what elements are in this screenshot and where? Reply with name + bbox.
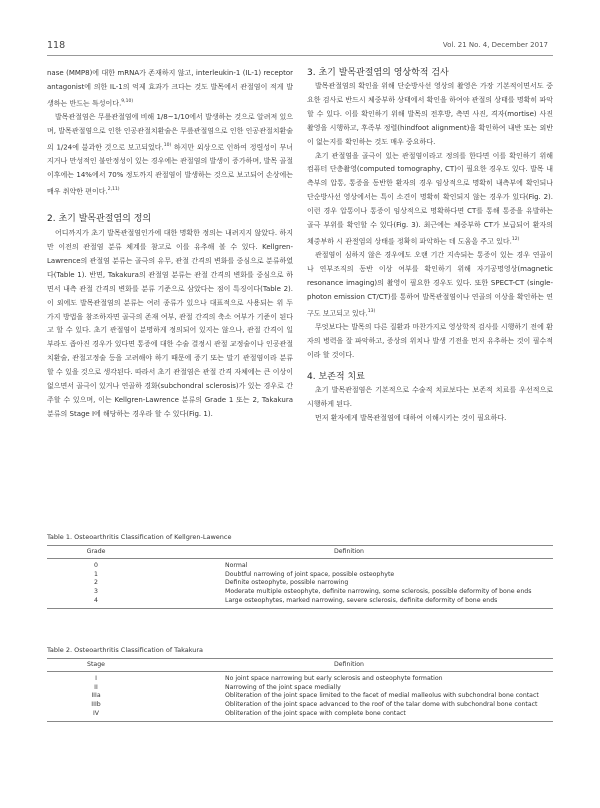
section-heading: 2. 초기 발목관절염의 정의 — [47, 214, 152, 225]
table-caption: Table 1. Osteoarthritis Classification of Kellgren-Lawence — [47, 533, 232, 541]
column-header: Definition — [145, 659, 553, 672]
paragraph: 초기 관절염을 골극이 있는 관절염이라고 정의를 한다면 이를 확인하기 위해 컴퓨터 단층촬영(computed tomography, CT)이 필요한 경우도 있다. 발목 내측부의 압통, 통증을 동반한 환자의 경우 임상적으로 명확히 내측부에 확인되나 단순방사선 영상에서는 특이 소견이 명확히 확인되지 않는 경우가 있다(Fig. 2). 이런 경우 압통이나 통증이 임상적으로 명확하다면 CT를 통해 통증을 유발하는 골극 부위를 확인할 수 있다(Fig. 3). 최근에는 체중부하 CT가 보급되어 환자의 체중부하 시 관절염의 상태를 정확히 파악하는 데 도움을 주고 있다.$^{12)}$ — [307, 151, 553, 246]
paragraph: 먼저 환자에게 발목관절염에 대하여 이해시키는 것이 필요하다. — [315, 413, 507, 422]
kellgren-lawrence-table — [47, 545, 553, 609]
paragraph: 무엇보다는 발목의 다른 질환과 마찬가지로 영상학적 검사를 시행하기 전에 환자의 병력을 잘 파악하고, 증상의 위치나 발생 기전을 먼저 유추하는 것이 필수적이라 할 것이다. — [307, 323, 553, 359]
paragraph: 어디까지가 초기 발목관절염인가에 대한 명확한 정의는 내려지지 않았다. 하지만 이전의 관절염 분류 체계를 참고로 이를 유추해 볼 수 있다. Kellgren-Lawrence의 관절염 분류는 골극의 유무, 관절 간격의 변화를 중심으로 분류하였다(Table 1). 반면, Takakura의 관절염 분류는 관절 간격의 변화를 중심으로 하면서 내측 관절 간격의 변화를 분류 기준으로 삼았다는 점이 특징이다(Table 2). 이 외에도 발목관절염의 분류는 여러 종류가 있으나 대표적으로 사용되는 위 두 가지 방법을 참조하자면 골극의 존재 여부, 관절 간격의 축소 여부가 기준이 된다고 할 수 있다. 초기 관절염이 분명하게 정의되어 있지는 않으나, 관절 간격이 일부라도 좁아진 경우가 있다면 통증에 대한 수술 결정시 관절 교정술이나 인공관절치환술, 관절고정술 등을 고려해야 하기 때문에 증기 또는 말기 관절염이라 분류할 수 있을 것으로 생각된다. 따라서 초기 관절염은 관절 간격 자체에는 큰 이상이 없으면서 골극이 있거나 연골하 경화(subchondral sclerosis)가 있는 경우로 간주할 수 있으며, 이는 Kellgren-Lawrence 분류의 Grade 1 또는 2, Takakura 분류의 Stage I에 해당하는 경우라 할 수 있다(Fig. 1). — [47, 229, 293, 418]
paragraph: 발목관절염은 무릎관절염에 비해 1/8~1/10에서 발생하는 것으로 알려져 있으며, 발목관절염으로 인한 인공관절치환술은 무릎관절염으로 인한 인공관절치환술의 1/24에 불과한 것으로 보고되었다.$^{10)}$ 하지만 외상으로 인하여 정렬성이 무너지거나 만성적인 불안정성이 있는 경우에는 관절염의 발생이 증가하며, 발목 골절 이후에는 14%에서 70% 정도까지 관절염이 발생하는 것으로 보고되어 손상에는 매우 취약한 편이다.$^{2,11)}$ — [47, 113, 293, 196]
table-row: 3 Moderate multiple osteophyte, definite narrowing, some sclerosis, possible deformity of bone ends — [94, 588, 532, 596]
column-header: Definition — [145, 546, 553, 559]
column-header: Stage — [47, 659, 145, 672]
left-column — [47, 67, 293, 422]
header-rule — [47, 55, 553, 56]
paragraph: 관절염이 심하지 않은 경우에도 오랜 기간 지속되는 통증이 있는 경우 연골이나 연부조직의 동반 이상 여부를 확인하기 위해 자기공명영상(magnetic resonance imaging)의 촬영이 필요한 경우도 있다. 또한 SPECT-CT (single-photon emission CT/CT)를 통하여 발목관절염이나 연골의 이상을 확인하는 연구도 보고되고 있다.$^{13)}$ — [307, 251, 553, 318]
table-2 — [47, 646, 553, 722]
table-row: 2 Definite osteophyte, possible narrowing — [94, 579, 349, 587]
paragraph: nase (MMP8)에 대한 mRNA가 존재하지 않고, interleukin-1 (IL-1) receptor antagonist에 의한 IL-1의 억제 효과가 크다는 것도 발목에서 관절염이 적게 발생하는 반드는 특성이다.$^{9,10)}$ — [47, 69, 293, 108]
table-row: II Narrowing of the joint space medially — [94, 683, 341, 691]
table-row: I No joint space narrowing but early sclerosis and osteophyte formation — [95, 675, 443, 682]
section-heading: 4. 보존적 치료 — [307, 371, 365, 382]
table-row: 0 Normal — [94, 562, 248, 569]
section-heading: 3. 초기 발목관절염의 영상학적 검사 — [307, 68, 449, 78]
table-row: IV Obliteration of the joint space with complete bone contact — [47, 710, 553, 721]
table-row: 1 Doubtful narrowing of joint space, possible osteophyte — [94, 570, 395, 578]
table-row: 4 Large osteophytes, marked narrowing, severe sclerosis, definite deformity of bone ends — [47, 597, 553, 608]
right-column — [307, 67, 553, 426]
journal-reference: Vol. 21 No. 4, December 2017 — [442, 41, 548, 49]
table-caption: Table 2. Osteoarthritis Classification of Takakura — [47, 646, 204, 654]
table-row: IIIb Obliteration of the joint space advanced to the roof of the talar dome with subchondral bone contact — [91, 701, 538, 709]
table-row: IIIa Obliteration of the joint space limited to the facet of medial malleolus with subchondral bone contact — [91, 692, 539, 700]
paragraph: 발목관절염의 확인을 위해 단순방사선 영상의 촬영은 가장 기본적이면서도 중요한 검사로 반드시 체중부하 상태에서 확인을 하여야 관절의 상태를 명확히 파악할 수 있다. 이를 확인하기 위해 발목의 전후방, 측면 사진, 격자(mortise) 사진 촬영을 시행하고, 후족부 정렬(hindfoot alignment)을 확인하여 내반 또는 외반이 없는지를 확인하는 것도 매우 중요하다. — [307, 82, 553, 146]
page-number: 118 — [47, 40, 66, 51]
takakura-table — [47, 658, 553, 722]
table-1 — [47, 533, 553, 609]
paragraph: 초기 발목관절염은 기본적으로 수술적 치료보다는 보존적 치료를 우선적으로 시행하게 된다. — [307, 385, 553, 408]
column-header: Grade — [47, 546, 145, 559]
